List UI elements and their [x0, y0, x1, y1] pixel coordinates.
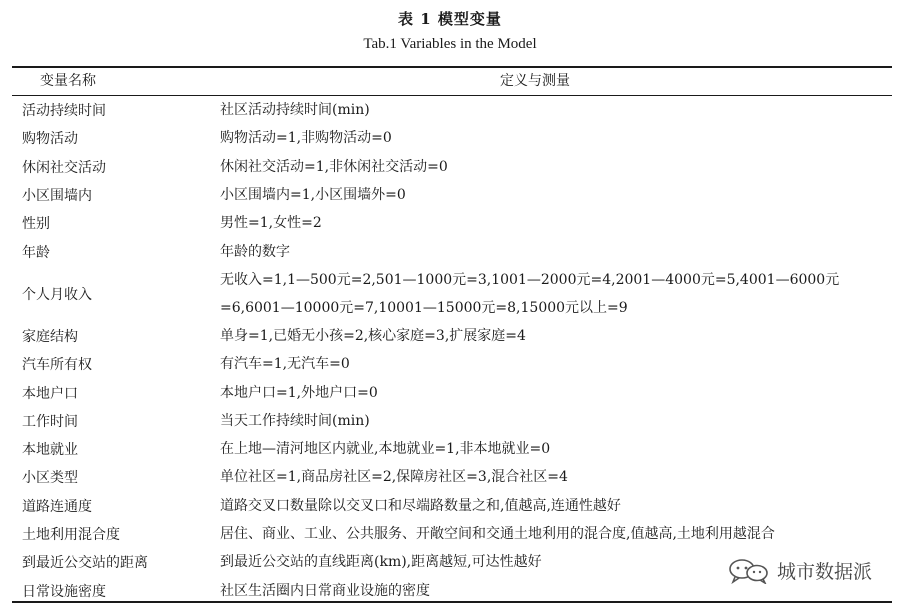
top-rule — [12, 66, 892, 68]
table-row — [12, 520, 892, 548]
watermark — [723, 555, 876, 586]
table-body — [12, 96, 892, 605]
variable-name: 年龄 — [22, 244, 50, 261]
variable-definition: 社区活动持续时间(min) — [220, 102, 370, 119]
table-row — [12, 322, 892, 350]
table-row — [12, 124, 892, 152]
variable-definition: 无收入=1,1—500元=2,501—1000元=3,1001—2000元=4,2001—4000元=5,4001—6000元=6,6001—10000元=7,10001—15000元=8,15000元以上=9 — [220, 271, 840, 316]
variable-definition: 购物活动=1,非购物活动=0 — [220, 130, 392, 147]
variable-definition: 当天工作持续时间(min) — [220, 412, 370, 429]
header-variable-name: 变量名称 — [40, 73, 96, 89]
variable-name: 到最近公交站的距离 — [22, 555, 148, 572]
watermark-text: 城市数据派 — [776, 561, 872, 583]
variable-name: 购物活动 — [22, 131, 78, 148]
table-row — [12, 266, 892, 322]
variable-definition: 社区生活圈内日常商业设施的密度 — [220, 582, 430, 599]
table-row — [12, 181, 892, 209]
table-title-cn: 表 1 模型变量 — [398, 10, 502, 28]
variable-definition: 有汽车=1,无汽车=0 — [220, 356, 350, 373]
wechat-icon — [727, 558, 771, 584]
variable-name: 道路连通度 — [22, 498, 92, 515]
variable-definition: 单位社区=1,商品房社区=2,保障房社区=3,混合社区=4 — [220, 469, 568, 486]
variable-name: 工作时间 — [22, 413, 78, 430]
table-title-en: Tab.1 Variables in the Model — [363, 36, 537, 52]
variable-name: 休闲社交活动 — [22, 159, 106, 176]
variable-name: 本地户口 — [22, 385, 78, 402]
table-row — [12, 492, 892, 520]
variable-name: 活动持续时间 — [22, 103, 106, 120]
variable-name: 家庭结构 — [22, 328, 78, 345]
table-row — [12, 96, 892, 124]
table-row — [12, 407, 892, 435]
variable-definition: 本地户口=1,外地户口=0 — [220, 384, 378, 401]
table-row — [12, 153, 892, 181]
variable-definition: 小区围墙内=1,小区围墙外=0 — [220, 187, 406, 204]
table-row — [12, 463, 892, 491]
variable-name: 土地利用混合度 — [22, 527, 120, 543]
variable-definition: 道路交叉口数量除以交叉口和尽端路数量之和,值越高,连通性越好 — [220, 497, 621, 514]
variable-name: 性别 — [22, 216, 50, 233]
table-row — [12, 378, 892, 406]
variable-name: 本地就业 — [22, 442, 78, 459]
variable-name: 个人月收入 — [22, 286, 92, 303]
header-definition: 定义与测量 — [500, 73, 570, 89]
variable-definition: 休闲社交活动=1,非休闲社交活动=0 — [220, 158, 448, 175]
variable-name: 小区围墙内 — [22, 188, 92, 205]
variable-definition: 男性=1,女性=2 — [220, 215, 322, 232]
variable-name: 小区类型 — [22, 470, 78, 487]
table-row — [12, 435, 892, 463]
table-row — [12, 237, 892, 265]
variable-name: 日常设施密度 — [22, 583, 106, 600]
variable-definition: 在上地—清河地区内就业,本地就业=1,非本地就业=0 — [220, 441, 551, 458]
variable-name: 汽车所有权 — [22, 357, 92, 374]
variable-definition: 单身=1,已婚无小孩=2,核心家庭=3,扩展家庭=4 — [220, 327, 526, 344]
bottom-rule — [12, 601, 892, 603]
table-row — [12, 350, 892, 378]
variable-definition: 到最近公交站的直线距离(km),距离越短,可达性越好 — [220, 554, 542, 571]
variable-definition: 年龄的数字 — [220, 243, 290, 260]
table-row — [12, 209, 892, 237]
variable-definition: 居住、商业、工业、公共服务、开敞空间和交通土地利用的混合度,值越高,土地利用越混合 — [220, 526, 775, 542]
